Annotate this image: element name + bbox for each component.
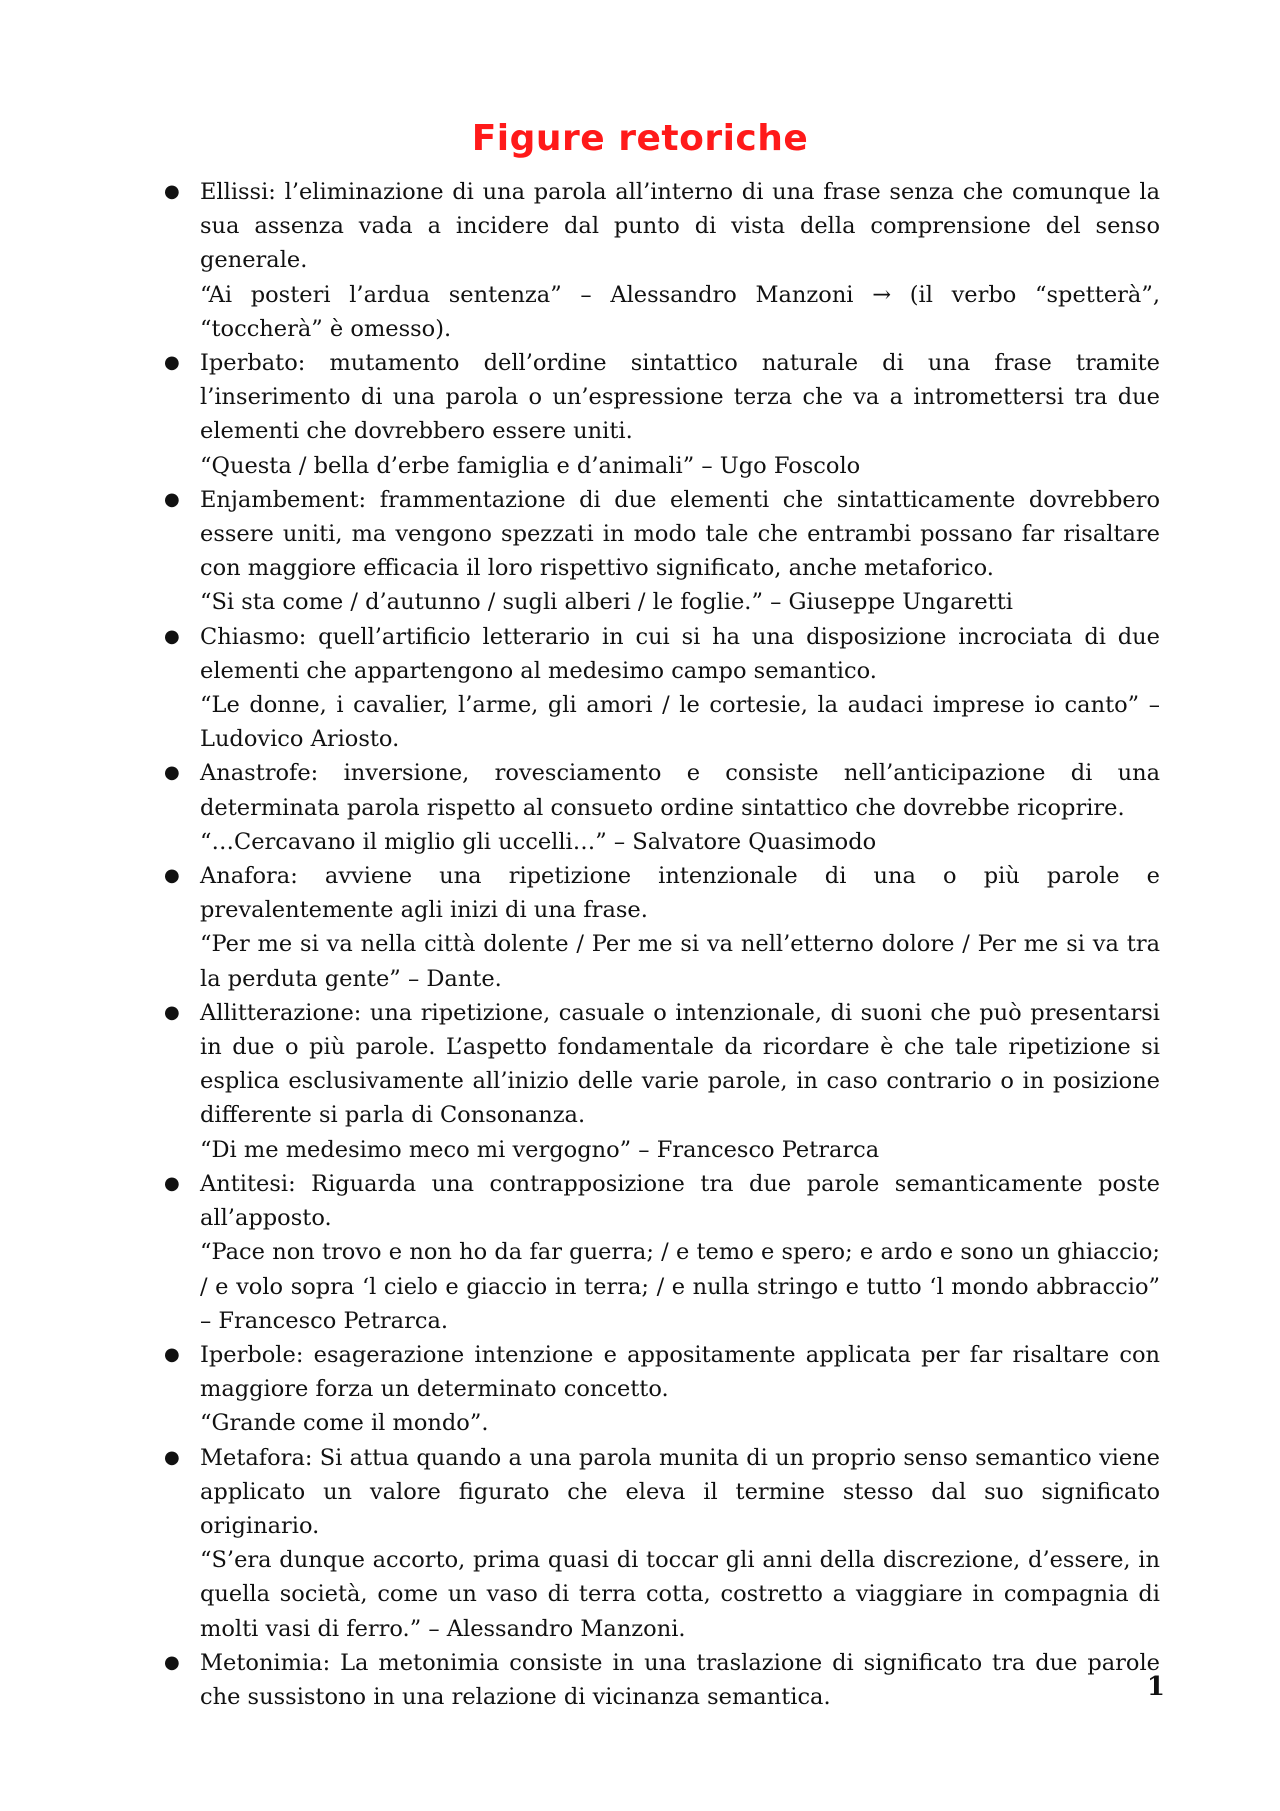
page-number: 1 bbox=[1146, 1672, 1165, 1702]
definition: Metonimia: La metonimia consiste in una traslazione di significato tra due parole che sussistono in una relazione di vicinanza semantica. bbox=[200, 1649, 1160, 1710]
definition: Anafora: avviene una ripetizione intenzionale di una o più parole e prevalentemente agli inizi di una frase. bbox=[200, 863, 1160, 924]
example: “Questa / bella d’erbe famiglia e d’animali” – Ugo Foscolo bbox=[200, 452, 861, 479]
figures-list bbox=[160, 175, 1160, 1714]
bullet-icon: ● bbox=[164, 1446, 180, 1468]
list-item-ellissi bbox=[160, 175, 1160, 346]
page-title: Figure retoriche bbox=[471, 118, 809, 159]
list-item-allitterazione bbox=[160, 996, 1160, 1167]
example: “…Cercavano il miglio gli uccelli…” – Salvatore Quasimodo bbox=[200, 828, 877, 855]
definition: Iperbato: mutamento dell’ordine sintattico naturale di una frase tramite l’inserimento di una parola o un’espressione terza che va a intromettersi tra due elementi che dovrebbero essere uniti. bbox=[200, 350, 1160, 445]
example: “Per me si va nella città dolente / Per me si va nell’etterno dolore / Per me si va tra la perduta gente” – Dante. bbox=[200, 931, 1160, 992]
list-item-enjambement bbox=[160, 483, 1160, 620]
definition: Iperbole: esagerazione intenzione e appositamente applicata per far risaltare con maggiore forza un determinato concetto. bbox=[200, 1341, 1160, 1403]
list-item-metafora bbox=[160, 1441, 1160, 1646]
example: “Grande come il mondo”. bbox=[200, 1410, 489, 1437]
definition: Enjambement: frammentazione di due elementi che sintatticamente dovrebbero essere uniti, ma vengono spezzati in modo tale che entrambi possano far risaltare con maggiore efficacia il loro rispettivo significato, anche metaforico. bbox=[200, 486, 1160, 582]
bullet-icon: ● bbox=[164, 352, 180, 374]
list-item-anastrofe bbox=[160, 756, 1160, 859]
list-item-metonimia bbox=[160, 1646, 1160, 1714]
definition: Allitterazione: una ripetizione, casuale o intenzionale, di suoni che può presentarsi in due o più parole. L’aspetto fondamentale da ricordare è che tale ripetizione si esplica esclusivamente all’inizio delle varie parole, in caso contrario o in posizione differente si parla di Consonanza. bbox=[200, 999, 1160, 1129]
example: “Di me medesimo meco mi vergogno” – Francesco Petrarca bbox=[200, 1136, 880, 1163]
list-item-iperbato bbox=[160, 346, 1160, 483]
bullet-icon: ● bbox=[164, 181, 180, 202]
definition: Chiasmo: quell’artificio letterario in cui si ha una disposizione incrociata di due elementi che appartengono al medesimo campo semantico. bbox=[200, 623, 1160, 684]
list-item-iperbole bbox=[160, 1338, 1160, 1441]
bullet-icon: ● bbox=[164, 1651, 180, 1673]
list-item-antitesi bbox=[160, 1167, 1160, 1338]
example: “Pace non trovo e non ho da far guerra; / e temo e spero; e ardo e sono un ghiaccio; / e volo sopra ‘l cielo e giaccio in terra; / e nulla stringo e tutto ‘l mondo abbraccio” – Francesco Petrarca. bbox=[200, 1239, 1160, 1334]
example: “Ai posteri l’ardua sentenza” – Alessandro Manzoni → (il verbo “spetterà”, “toccherà” è omesso). bbox=[200, 281, 1160, 342]
bullet-icon: ● bbox=[164, 488, 180, 510]
bullet-icon: ● bbox=[164, 1343, 180, 1365]
definition: Anastrofe: inversione, rovesciamento e consiste nell’anticipazione di una determinata parola rispetto al consueto ordine sintattico che dovrebbe ricoprire. bbox=[200, 760, 1160, 821]
bullet-icon: ● bbox=[164, 762, 180, 784]
definition: Antitesi: Riguarda una contrapposizione tra due parole semanticamente poste all’apposto. bbox=[200, 1170, 1160, 1232]
example: “Le donne, i cavalier, l’arme, gli amori / le cortesie, la audaci imprese io canto” – Ludovico Ariosto. bbox=[200, 692, 1160, 753]
list-item-anafora bbox=[160, 859, 1160, 996]
bullet-icon: ● bbox=[164, 865, 180, 887]
bullet-icon: ● bbox=[164, 625, 180, 647]
bullet-icon: ● bbox=[164, 1172, 180, 1194]
definition: Ellissi: l’eliminazione di una parola all’interno di una frase senza che comunque la sua assenza vada a incidere dal punto di vista della comprensione del senso generale. bbox=[200, 179, 1160, 274]
definition: Metafora: Si attua quando a una parola munita di un proprio senso semantico viene applicato un valore figurato che eleva il termine stesso dal suo significato originario. bbox=[200, 1444, 1160, 1539]
example: “Si sta come / d’autunno / sugli alberi / le foglie.” – Giuseppe Ungaretti bbox=[200, 589, 1013, 616]
bullet-icon: ● bbox=[164, 1001, 180, 1023]
list-item-chiasmo bbox=[160, 620, 1160, 757]
example: “S’era dunque accorto, prima quasi di toccar gli anni della discrezione, d’essere, in quella società, come un vaso di terra cotta, costretto a viaggiare in compagnia di molti vasi di ferro.” – Alessandro Manzoni. bbox=[200, 1547, 1160, 1642]
